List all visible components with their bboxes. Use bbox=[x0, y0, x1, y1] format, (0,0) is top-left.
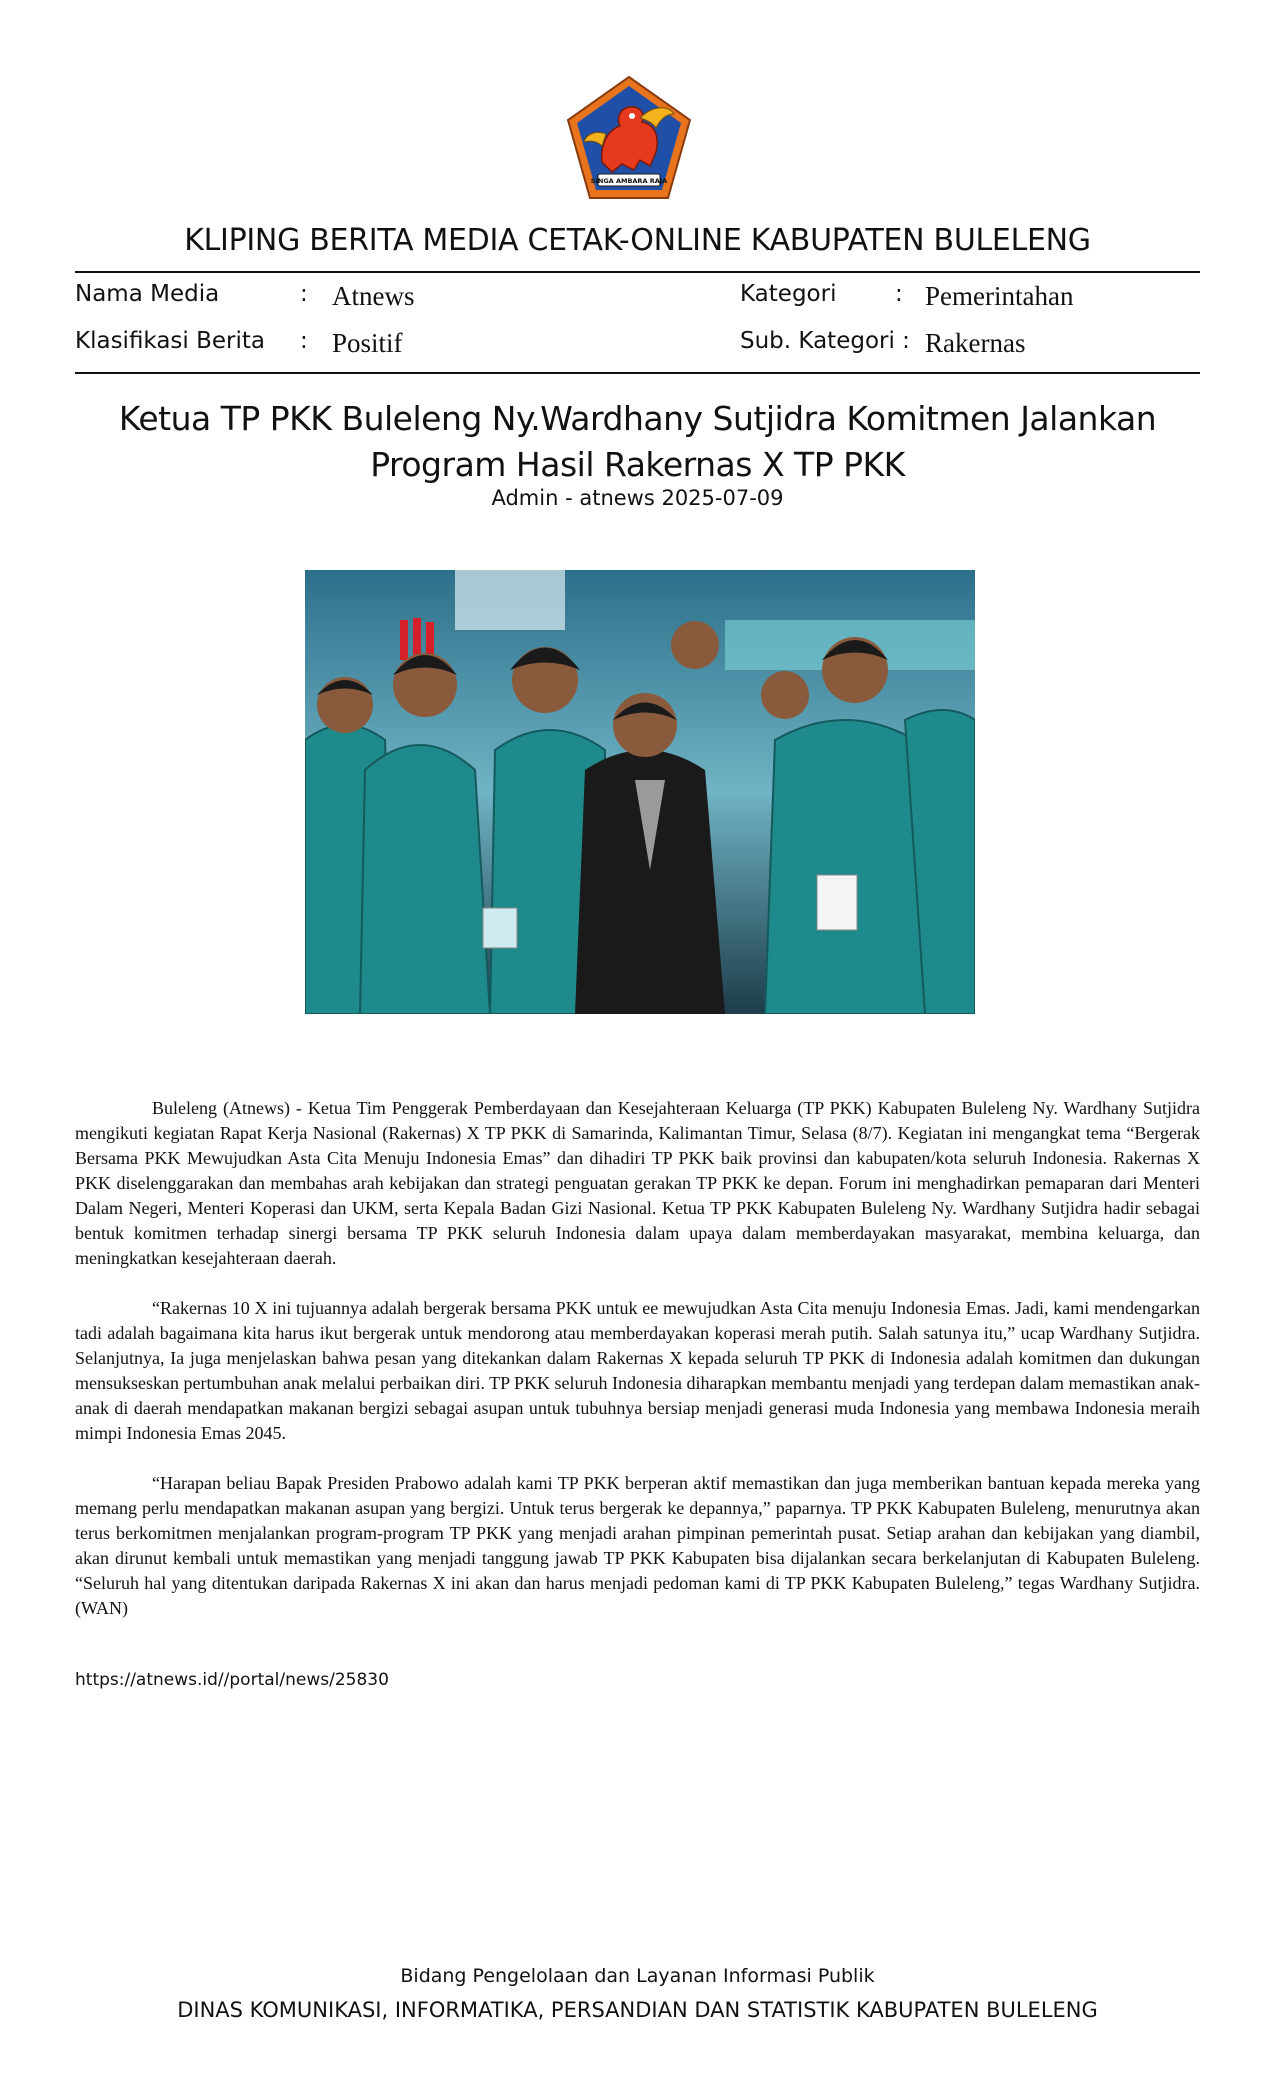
article-paragraph: “Rakernas 10 X ini tujuannya adalah bergerak bersama PKK untuk ee mewujudkan Asta Cita menuju Indonesia Emas. Jadi, kami mendengarkan tadi adalah bagaimana kita harus ikut bergerak untuk mendorong atau memberdayakan koperasi merah putih. Salah satunya itu,” ucap Wardhany Sutjidra. Selanjutnya, Ia juga menjelaskan bahwa pesan yang ditekankan dalam Rakernas X kepada seluruh TP PKK di Indonesia adalah komitmen dan dukungan mensukseskan pertumbuhan anak melalui perbaikan diri. TP PKK seluruh Indonesia diharapkan membantu menjadi yang terdepan dalam memastikan anak-anak di daerah mendapatkan makanan bergizi sebagai asupan untuk tubuhnya bersiap menjadi generasi muda Indonesia yang membawa Indonesia meraih mimpi Indonesia Emas 2045. bbox=[75, 1298, 1200, 1443]
nama-media-value: Atnews bbox=[332, 281, 415, 311]
article-paragraph: “Harapan beliau Bapak Presiden Prabowo adalah kami TP PKK berperan aktif memastikan dan juga memberikan bantuan kepada mereka yang memang perlu mendapatkan makanan asupan yang bergizi. Untuk terus bergerak ke depannya,” paparnya. TP PKK Kabupaten Buleleng, menurutnya akan terus berkomitmen menjalankan program-program TP PKK yang menjadi arahan pimpinan pemerintah pusat. Setiap arahan dan kebijakan yang diambil, akan dirunut kembali untuk memastikan yang menjadi tanggung jawab TP PKK Kabupaten bisa dijalankan secara berkelanjutan di Kabupaten Buleleng. “Seluruh hal yang ditentukan daripada Rakernas X ini akan dan harus menjadi pedoman kami di TP PKK Kabupaten Buleleng,” tegas Wardhany Sutjidra. (WAN) bbox=[75, 1473, 1200, 1618]
klasifikasi-label: Klasifikasi Berita bbox=[75, 328, 266, 354]
kategori-value: Pemerintahan bbox=[925, 281, 1074, 311]
source-url-link[interactable]: https://atnews.id//portal/news/25830 bbox=[75, 1670, 389, 1690]
header-bottom-rule bbox=[75, 372, 1200, 374]
buleleng-emblem-logo bbox=[562, 74, 696, 202]
sub-kategori-label: Sub. Kategori : bbox=[740, 328, 910, 354]
article-byline: Admin - atnews 2025-07-09 bbox=[491, 486, 784, 510]
article-body bbox=[75, 1096, 1200, 1646]
article-paragraph: Buleleng (Atnews) - Ketua Tim Penggerak Pemberdayaan dan Kesejahteraan Keluarga (TP PKK) Kabupaten Buleleng Ny. Wardhany Sutjidra mengikuti kegiatan Rapat Kerja Nasional (Rakernas) X TP PKK di Samarinda, Kalimantan Timur, Selasa (8/7). Kegiatan ini mengangkat tema “Bergerak Bersama PKK Mewujudkan Asta Cita Menuju Indonesia Emas” dan dihadiri TP PKK baik provinsi dan kabupaten/kota seluruh Indonesia. Rakernas X PKK diselenggarakan dan membahas arah kebijakan dan strategi penguatan gerakan TP PKK ke depan. Forum ini menghadirkan pemaparan dari Menteri Dalam Negeri, Menteri Koperasi dan UKM, serta Kepala Badan Gizi Nasional. Ketua TP PKK Kabupaten Buleleng Ny. Wardhany Sutjidra hadir sebagai bentuk komitmen terhadap sinergi bersama TP PKK seluruh Indonesia dalam upaya dalam memberdayakan masyarakat, membina keluarga, dan meningkatkan kesejahteraan daerah. bbox=[75, 1098, 1200, 1268]
footer-department: Bidang Pengelolaan dan Layanan Informasi Publik bbox=[400, 1965, 875, 1987]
footer-agency: DINAS KOMUNIKASI, INFORMATIKA, PERSANDIAN DAN STATISTIK KABUPATEN BULELENG bbox=[177, 1998, 1098, 2022]
article-title: Ketua TP PKK Buleleng Ny.Wardhany Sutjidra Komitmen Jalankan Program Hasil Rakernas X TP PKK bbox=[118, 399, 1157, 484]
sub-kategori-value: Rakernas bbox=[925, 328, 1026, 358]
kategori-label: Kategori bbox=[740, 281, 837, 307]
logo-caption: SINGA AMBARA RAJA bbox=[590, 177, 668, 185]
nama-media-label: Nama Media bbox=[75, 281, 220, 307]
nama-media-colon: : bbox=[300, 281, 308, 307]
header-top-rule bbox=[75, 271, 1200, 273]
klasifikasi-value: Positif bbox=[332, 328, 403, 358]
article-photo bbox=[305, 570, 975, 1014]
clipping-header-title: KLIPING BERITA MEDIA CETAK-ONLINE KABUPATEN BULELENG bbox=[184, 223, 1091, 258]
kategori-colon: : bbox=[895, 281, 903, 307]
klasifikasi-colon: : bbox=[300, 328, 308, 354]
